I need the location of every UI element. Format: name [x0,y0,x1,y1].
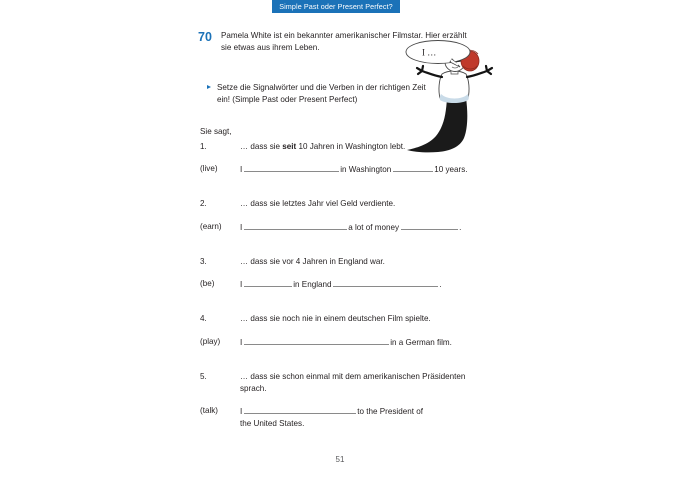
exercise-intro-text: Pamela White ist ein bekannter amerikanischer Filmstar. Hier erzählt sie etwas aus ihrem Leben. [221,31,467,52]
answer-blank-2[interactable] [333,278,438,287]
item-verb-hint: (play) [200,337,221,346]
answer-mid: a lot of money [348,223,400,232]
item-number: 2. [200,199,207,208]
answer-end: . [439,280,442,289]
item-number: 1. [200,142,207,151]
answer-line [240,278,500,291]
german-text-post: 10 Jahren in Washington lebt. [296,142,406,151]
item-german-sentence: … dass sie schon einmal mit dem amerikanischen Präsidenten sprach. [240,372,466,393]
answer-blank-1[interactable] [244,221,347,230]
triangle-bullet-icon [207,85,211,89]
item-verb-hint: (live) [200,164,218,173]
item-number: 5. [200,372,207,381]
illustration-filmstar [400,40,510,158]
german-text-pre: … dass sie [240,142,283,151]
speech-bubble-text: I … [422,47,437,58]
task-instruction-text: Setze die Signalwörter und die Verben in der richtigen Zeit ein! (Simple Past oder Present Perfect) [217,83,426,104]
answer-start: I [240,407,243,416]
item-number: 3. [200,257,207,266]
answer-end: in a German film. [390,338,452,347]
exercise-number: 70 [198,30,212,44]
answer-end: 10 years. [434,165,468,174]
answer-end: to the President of [357,407,423,416]
speech-bubble [406,41,470,64]
answer-line [240,163,500,176]
german-text-bold: seit [282,142,297,151]
answer-blank-1[interactable] [244,405,356,414]
page-number: 51 [335,455,345,464]
answer-line [240,221,500,234]
answer-start: I [240,223,243,232]
item-number: 4. [200,314,207,323]
answer-blank-2[interactable] [393,163,433,172]
item-german-sentence: … dass sie letztes Jahr viel Geld verdiente. [240,199,396,208]
answer-blank-1[interactable] [244,336,389,345]
lead-in-text: Sie sagt, [200,127,232,136]
answer-mid: in Washington [340,165,392,174]
answer-line [240,336,500,349]
skirt-shape [407,98,467,152]
item-german-sentence: … dass sie vor 4 Jahren in England war. [240,257,385,266]
item-verb-hint: (talk) [200,406,218,415]
item-verb-hint: (be) [200,279,215,288]
item-verb-hint: (earn) [200,222,222,231]
answer-start: I [240,338,243,347]
answer-line [240,405,500,418]
answer-start: I [240,280,243,289]
answer-blank-1[interactable] [244,278,292,287]
answer-blank-1[interactable] [244,163,339,172]
left-arm [417,66,442,77]
chapter-banner: Simple Past oder Present Perfect? [272,0,400,13]
answer-blank-2[interactable] [401,221,458,230]
item-german-sentence: … dass sie noch nie in einem deutschen Film spielte. [240,314,431,323]
answer-end: . [459,223,462,232]
answer-start: I [240,165,243,174]
answer-mid: in England [293,280,332,289]
answer-line-continuation: the United States. [240,419,305,428]
